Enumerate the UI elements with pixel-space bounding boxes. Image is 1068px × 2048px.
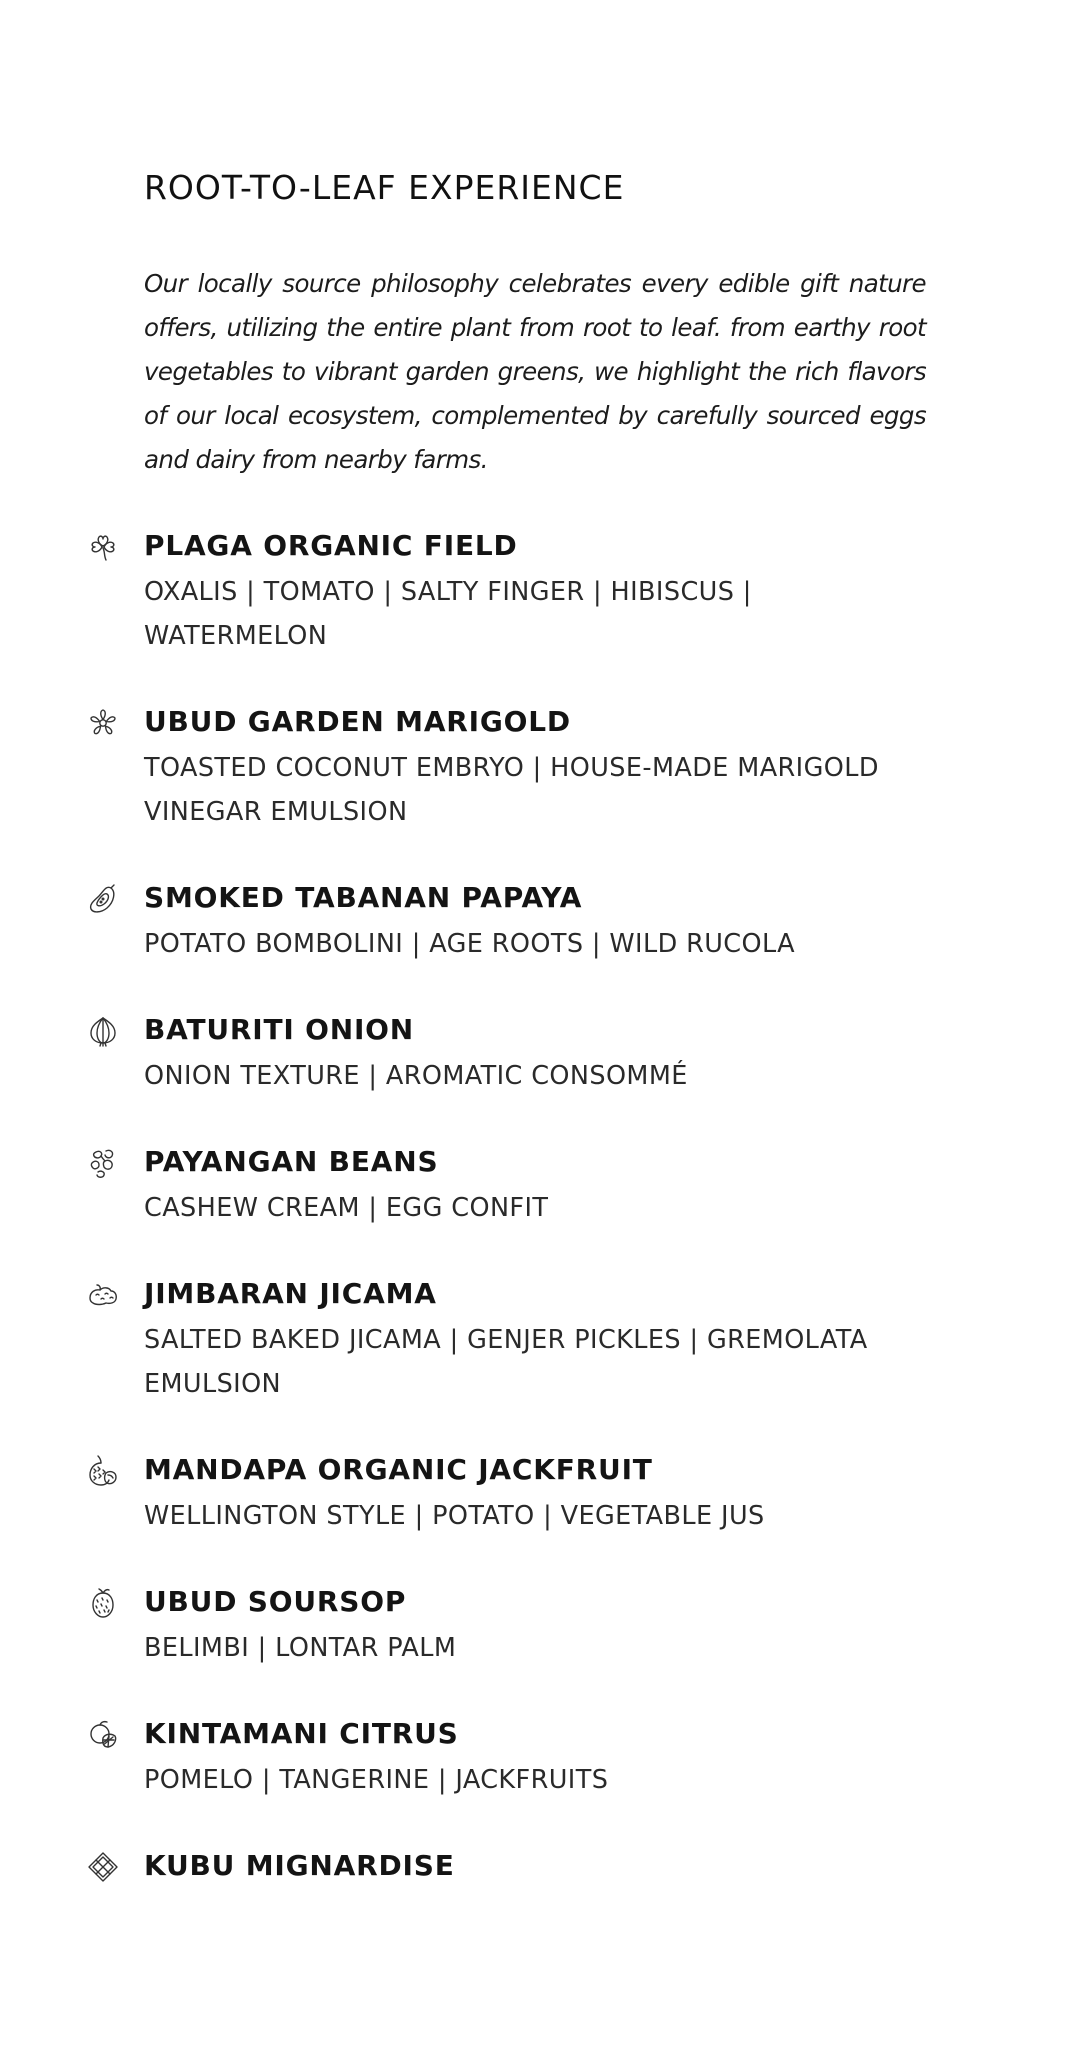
course-name: UBUD GARDEN MARIGOLD: [144, 705, 571, 738]
clover-icon: [86, 530, 120, 564]
course-name: UBUD SOURSOP: [144, 1585, 407, 1618]
chocolate-icon: [86, 1850, 120, 1884]
jackfruit-icon: [86, 1454, 120, 1488]
course-name: JIMBARAN JICAMA: [144, 1277, 437, 1310]
course-name: MANDAPA ORGANIC JACKFRUIT: [144, 1453, 653, 1486]
beans-icon: [86, 1146, 120, 1180]
jicama-icon: [86, 1278, 120, 1312]
course-name: KUBU MIGNARDISE: [144, 1849, 455, 1882]
course-name: PLAGA ORGANIC FIELD: [144, 529, 518, 562]
course-description: POTATO BOMBOLINI | AGE ROOTS | WILD RUCOLA: [144, 929, 796, 959]
course-description: WELLINGTON STYLE | POTATO | VEGETABLE JUS: [144, 1501, 765, 1531]
course-name: KINTAMANI CITRUS: [144, 1717, 459, 1750]
onion-icon: [86, 1014, 120, 1048]
course-name: SMOKED TABANAN PAPAYA: [144, 881, 583, 914]
course-description: TOASTED COCONUT EMBRYO | HOUSE-MADE MARIGOLD VINEGAR EMULSION: [144, 753, 879, 827]
papaya-icon: [86, 882, 120, 916]
course-description: CASHEW CREAM | EGG CONFIT: [144, 1193, 549, 1223]
course-description: POMELO | TANGERINE | JACKFRUITS: [144, 1765, 609, 1795]
course-description: ONION TEXTURE | AROMATIC CONSOMMÉ: [144, 1061, 688, 1091]
flower-icon: [86, 706, 120, 740]
course-description: SALTED BAKED JICAMA | GENJER PICKLES | GREMOLATA EMULSION: [144, 1325, 868, 1399]
intro-paragraph: Our locally source philosophy celebrates every edible gift nature offers, utilizing the entire plant from root to leaf. from earthy root vegetables to vibrant garden greens, we highlight the rich flavors of our local ecosystem, complemented by carefully sourced eggs and dairy from nearby farms.: [144, 269, 926, 474]
course-name: BATURITI ONION: [144, 1013, 415, 1046]
course-description: BELIMBI | LONTAR PALM: [144, 1633, 457, 1663]
citrus-icon: [86, 1718, 120, 1752]
soursop-icon: [86, 1586, 120, 1620]
page-title: ROOT-TO-LEAF EXPERIENCE: [144, 168, 625, 207]
course-name: PAYANGAN BEANS: [144, 1145, 439, 1178]
course-description: OXALIS | TOMATO | SALTY FINGER | HIBISCUS | WATERMELON: [144, 577, 752, 651]
